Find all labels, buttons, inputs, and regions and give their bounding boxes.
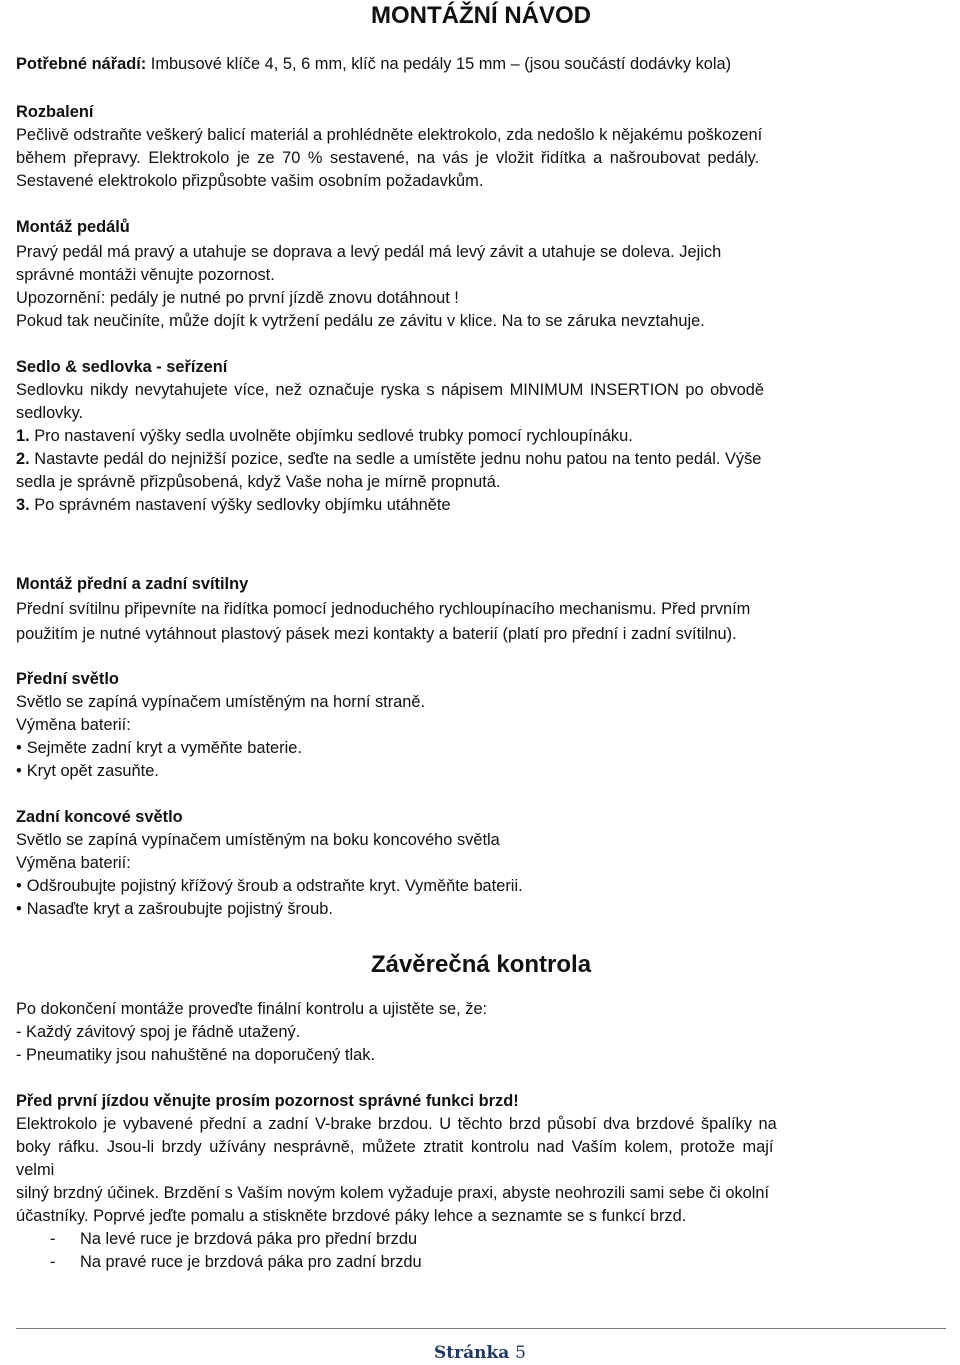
saddle-step-3 xyxy=(16,494,946,517)
tools-label: Potřebné nářadí: xyxy=(16,55,147,73)
brakes-line: velmi xyxy=(16,1161,55,1179)
brakes-line: boky ráfku. Jsou-li brzdy užívány nesprávně, můžete ztratit kontrolu nad Vaším kolem, protože mají xyxy=(16,1138,774,1156)
rear-light-bullet: • Odšroubujte pojistný křížový šroub a odstraňte kryt. Vyměňte baterii. xyxy=(16,875,946,898)
saddle-step-1 xyxy=(16,425,946,448)
section-front-light xyxy=(16,668,946,783)
front-light-bullet: • Kryt opět zasuňte. xyxy=(16,760,946,783)
step-number: 2. xyxy=(16,450,30,468)
page-footer xyxy=(0,1328,960,1365)
brakes-item xyxy=(16,1251,946,1274)
brakes-item xyxy=(16,1228,946,1251)
front-light-heading: Přední světlo xyxy=(16,670,119,688)
lights-line: použitím je nutné vytáhnout plastový pásek mezi kontakty a baterií (platí pro přední i zadní svítilnu). xyxy=(16,625,737,643)
section-unpacking xyxy=(16,101,946,193)
section-lights xyxy=(16,573,946,646)
unpacking-heading: Rozbalení xyxy=(16,103,94,121)
rear-light-bullet: • Nasaďte kryt a zašroubujte pojistný šroub. xyxy=(16,898,946,921)
document-page xyxy=(16,0,946,1274)
section-brakes xyxy=(16,1090,946,1274)
front-light-line: Světlo se zapíná vypínačem umístěným na horní straně. xyxy=(16,693,426,711)
section-saddle xyxy=(16,356,946,517)
step-number: 1. xyxy=(16,427,30,445)
dash-marker: - xyxy=(50,1230,56,1248)
unpacking-line: Pečlivě odstraňte veškerý balicí materiál a prohlédněte elektrokolo, zda nedošlo k nějakému poškození xyxy=(16,126,763,144)
final-intro: Po dokončení montáže proveďte finální kontrolu a ujistěte se, že: xyxy=(16,1000,488,1018)
unpacking-line: během přepravy. Elektrokolo je ze 70 % sestavené, na vás je vložit řidítka a našroubovat pedály. xyxy=(16,149,760,167)
footer-divider xyxy=(16,1328,946,1329)
front-light-battery-label: Výměna baterií: xyxy=(16,716,131,734)
saddle-intro: Sedlovku nikdy nevytahujete více, než označuje ryska s nápisem MINIMUM INSERTION po obvodě xyxy=(16,381,764,399)
step-text: Nastavte pedál do nejnižší pozice, seďte na sedle a umístěte jednu nohu patou na tento pedál. Výše xyxy=(29,450,762,468)
lights-heading: Montáž přední a zadní svítilny xyxy=(16,575,249,593)
lights-line: Přední svítilnu připevníte na řidítka pomocí jednoduchého rychloupínacího mechanismu. Před prvním xyxy=(16,600,751,618)
final-heading: Závěrečná kontrola xyxy=(370,951,592,978)
section-pedals xyxy=(16,216,946,333)
section-rear-light xyxy=(16,806,946,921)
saddle-heading: Sedlo & sedlovka - seřízení xyxy=(16,358,228,376)
saddle-step-2 xyxy=(16,448,946,471)
brakes-item-text: Na levé ruce je brzdová páka pro přední brzdu xyxy=(80,1230,418,1248)
page-title: MONTÁŽNÍ NÁVOD xyxy=(371,2,591,29)
dash-marker: - xyxy=(50,1253,56,1271)
brakes-line: účastníky. Poprvé jeďte pomalu a stiskněte brzdové páky lehce a seznamte se s funkcí brzd. xyxy=(16,1207,687,1225)
tools-text: Imbusové klíče 4, 5, 6 mm, klíč na pedály 15 mm – (jsou součástí dodávky kola) xyxy=(146,55,732,73)
step-number: 3. xyxy=(16,496,30,514)
brakes-heading: Před první jízdou věnujte prosím pozornost správné funkci brzd! xyxy=(16,1092,519,1110)
brakes-line: Elektrokolo je vybavené přední a zadní V-brake brzdou. U těchto brzd působí dva brzdové špalíky na xyxy=(16,1115,777,1133)
final-item: - Pneumatiky jsou nahuštěné na doporučený tlak. xyxy=(16,1046,375,1064)
rear-light-battery-label: Výměna baterií: xyxy=(16,854,131,872)
rear-light-line: Světlo se zapíná vypínačem umístěným na boku koncového světla xyxy=(16,831,500,849)
step-text: Pro nastavení výšky sedla uvolněte objímku sedlové trubky pomocí rychloupínáku. xyxy=(29,427,633,445)
front-light-bullet: • Sejměte zadní kryt a vyměňte baterie. xyxy=(16,737,946,760)
brakes-item-text: Na pravé ruce je brzdová páka pro zadní brzdu xyxy=(80,1253,422,1271)
pedals-warning: Upozornění: pedály je nutné po první jízdě znovu dotáhnout ! xyxy=(16,289,459,307)
pedals-line: Pravý pedál má pravý a utahuje se doprava a levý pedál má levý závit a utahuje se doleva. Jejich xyxy=(16,243,722,261)
tools-line xyxy=(16,53,946,76)
section-final-check xyxy=(16,949,946,1067)
pedals-line: správné montáži věnujte pozornost. xyxy=(16,266,275,284)
step-text: Po správném nastavení výšky sedlovky objímku utáhněte xyxy=(29,496,451,514)
page-number xyxy=(0,1342,960,1365)
page-label: Stránka xyxy=(433,1343,510,1363)
unpacking-line: Sestavené elektrokolo přizpůsobte vašim osobním požadavkům. xyxy=(16,172,484,190)
saddle-intro: sedlovky. xyxy=(16,404,84,422)
pedals-heading: Montáž pedálů xyxy=(16,218,130,236)
brakes-line: silný brzdný účinek. Brzdění s Vaším novým kolem vyžaduje praxi, abyste neohrozili sami sebe či okolní xyxy=(16,1184,770,1202)
page-number-value: 5 xyxy=(515,1343,526,1363)
rear-light-heading: Zadní koncové světlo xyxy=(16,808,183,826)
final-item: - Každý závitový spoj je řádně utažený. xyxy=(16,1023,301,1041)
saddle-step-2-cont: sedla je správně přizpůsobená, když Vaše noha je mírně propnutá. xyxy=(16,473,501,491)
pedals-line: Pokud tak neučiníte, může dojít k vytržení pedálu ze závitu v klice. Na to se záruka nevztahuje. xyxy=(16,312,705,330)
